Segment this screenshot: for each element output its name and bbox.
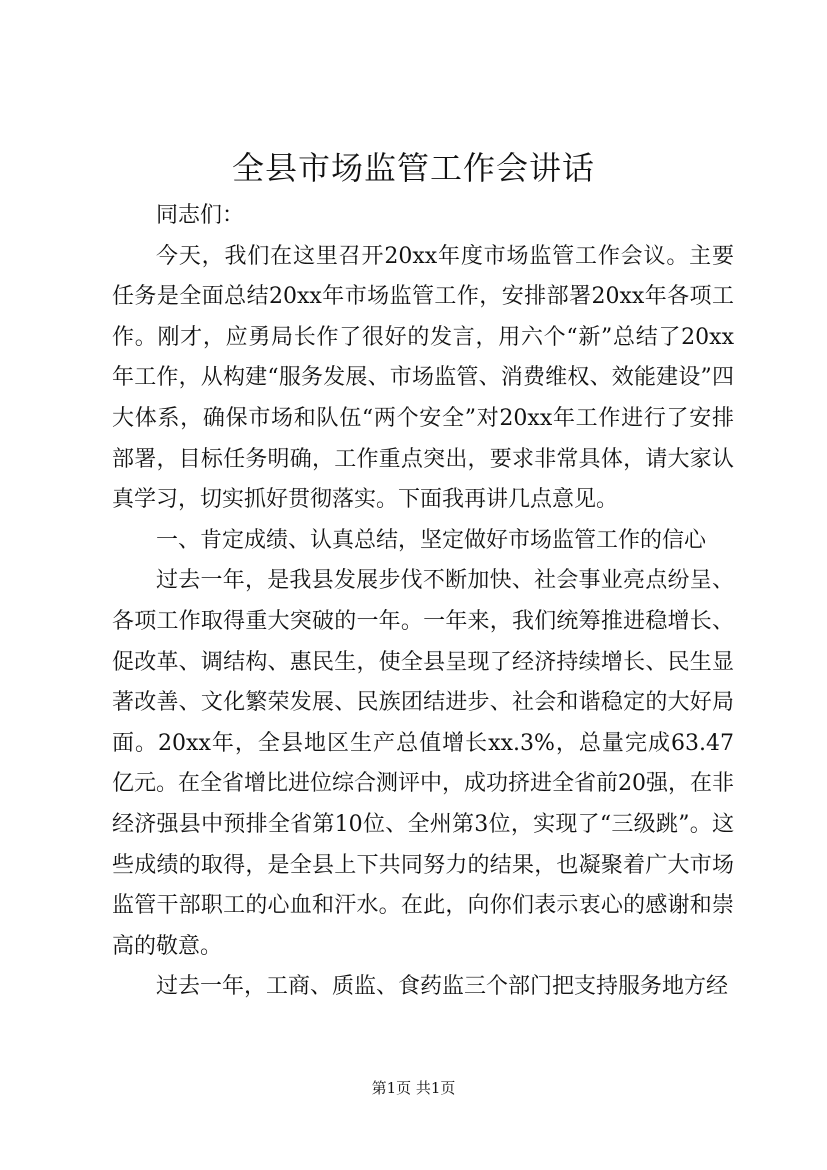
document-title: 全县市场监管工作会讲话 xyxy=(231,149,595,187)
section-heading-1: 一、肯定成绩、认真总结，坚定做好市场监管工作的信心 xyxy=(156,527,707,553)
paragraph-achievements: 过去一年，是我县发展步伐不断加快、社会事业亮点纷呈、各项工作取得重大突破的一年。一年来，我们统筹推进稳增长、促改革、调结构、惠民生，使全县呈现了经济持续增长、民生显著改善、文化繁荣发展、民族团结进步、社会和谐稳定的大好局面。20xx年，全县地区生产总值增长xx.3%，总量完成63.47亿元。在全省增比进位综合测评中，成功挤进全省前20强，在非经济强县中预排全省第10位、全州第3位，实现了“三级跳”。这些成绩的取得，是全县上下共同努力的结果，也凝聚着广大市场监管干部职工的心血和汗水。在此，向你们表示衷心的感谢和崇高的敬意。 xyxy=(112,568,734,959)
document-body xyxy=(112,196,734,1008)
paragraph-departments: 过去一年，工商、质监、食药监三个部门把支持服务地方经 xyxy=(156,974,729,1000)
salutation: 同志们： xyxy=(156,203,245,228)
paragraph-intro: 今天，我们在这里召开20xx年度市场监管工作会议。主要任务是全面总结20xx年市场监管工作，安排部署20xx年各项工作。刚才，应勇局长作了很好的发言，用六个“新”总结了20xx年工作，从构建“服务发展、市场监管、消费维权、效能建设”四大体系，确保市场和队伍“两个安全”对20xx年工作进行了安排部署，目标任务明确，工作重点突出，要求非常具体，请大家认真学习，切实抓好贯彻落实。下面我再讲几点意见。 xyxy=(112,243,734,513)
page-footer: 第1页 共1页 xyxy=(371,1079,456,1097)
